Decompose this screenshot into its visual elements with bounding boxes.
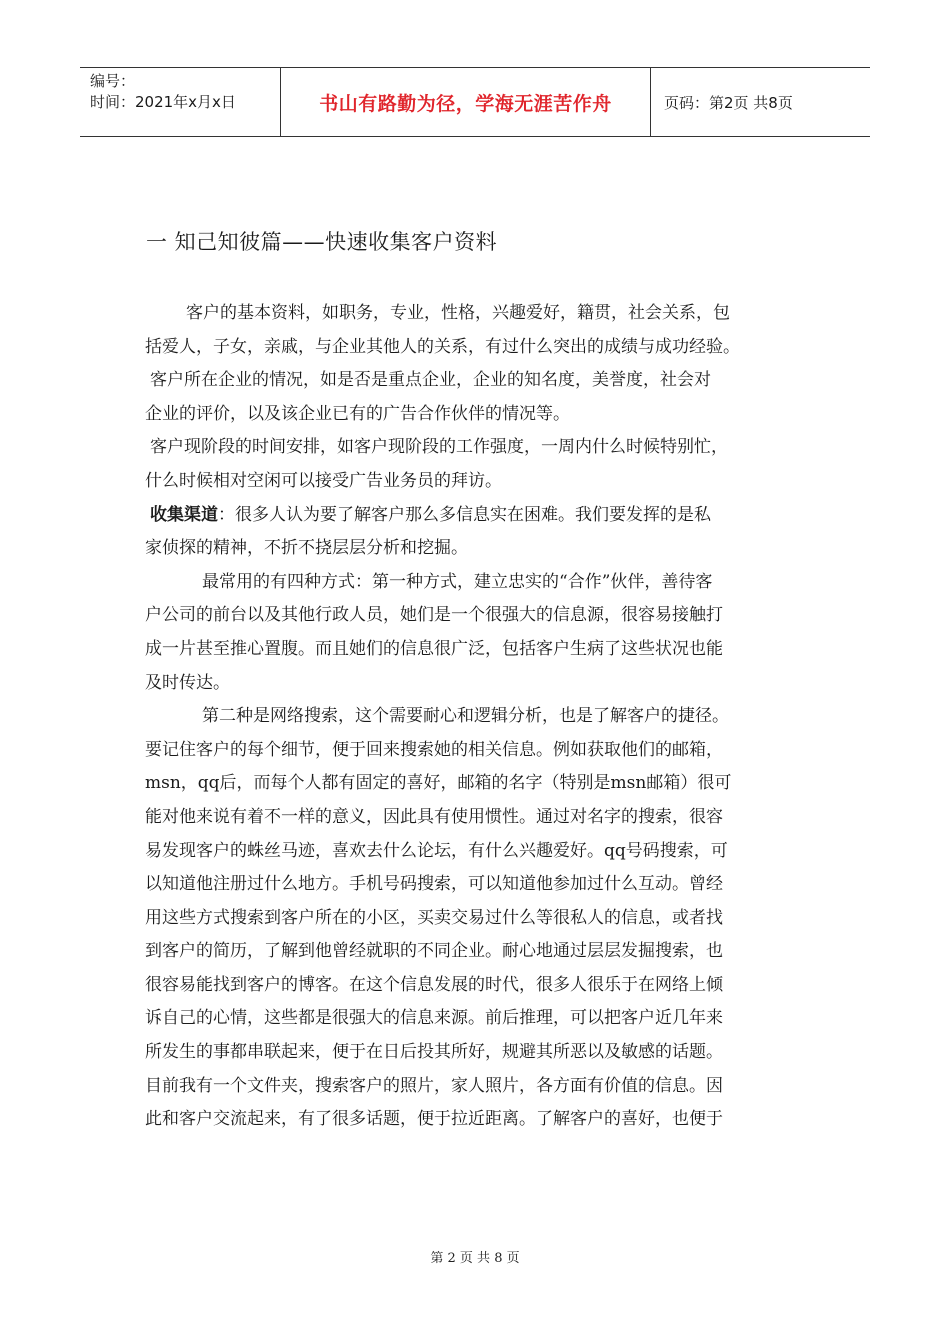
header-page-cell: [651, 68, 870, 136]
page-info: 页码：第2页 共8页: [664, 93, 793, 112]
date-line: 时间：2021年x月x日: [90, 93, 236, 111]
paragraph-line: 所发生的事都串联起来，便于在日后投其所好，规避其所恶以及敏感的话题。: [145, 1042, 723, 1063]
number-label: 编号：: [90, 72, 136, 90]
paragraph-line: 到客户的简历，了解到他曾经就职的不同企业。耐心地通过层层发掘搜索，也: [145, 941, 723, 962]
paragraph-line: 成一片甚至推心置腹。而且她们的信息很广泛，包括客户生病了这些状况也能: [145, 638, 723, 659]
paragraph-line: 及时传达。: [145, 672, 230, 693]
header-table: [80, 67, 870, 137]
paragraph-line: 此和客户交流起来，有了很多话题，便于拉近距离。了解客户的喜好，也便于: [145, 1109, 723, 1130]
paragraph-line: 户公司的前台以及其他行政人员，她们是一个很强大的信息源，很容易接触打: [145, 605, 723, 626]
paragraph-line: 诉自己的心情，这些都是很强大的信息来源。前后推理，可以把客户近几年来: [145, 1008, 723, 1029]
body-text: [145, 297, 813, 1137]
paragraph-line: 企业的评价，以及该企业已有的广告合作伙伴的情况等。: [145, 403, 570, 424]
paragraph-line: 易发现客户的蛛丝马迹，喜欢去什么论坛，有什么兴趣爱好。qq号码搜索，可: [145, 840, 728, 861]
paragraph-line: 能对他来说有着不一样的意义，因此具有使用惯性。通过对名字的搜索，很容: [145, 806, 723, 827]
paragraph-line: 客户所在企业的情况，如是否是重点企业，企业的知名度，美誉度，社会对: [150, 370, 711, 391]
paragraph-line: 用这些方式搜索到客户所在的小区，买卖交易过什么等很私人的信息，或者找: [145, 907, 723, 928]
paragraph-line: 目前我有一个文件夹，搜索客户的照片，家人照片，各方面有价值的信息。因: [145, 1075, 723, 1096]
paragraph-line: 什么时候相对空闲可以接受广告业务员的拜访。: [145, 470, 502, 491]
paragraph-line: msn，qq后，而每个人都有固定的喜好，邮箱的名字（特别是msn邮箱）很可: [145, 773, 732, 794]
line-text: ：很多人认为要了解客户那么多信息实在困难。我们要发挥的是私: [218, 504, 711, 525]
paragraph-line: 括爱人，子女，亲戚，与企业其他人的关系，有过什么突出的成绩与成功经验。: [145, 336, 740, 357]
section-title: 一 知己知彼篇——快速收集客户资料: [146, 230, 498, 254]
paragraph-line: 很容易能找到客户的博客。在这个信息发展的时代，很多人很乐于在网络上倾: [145, 974, 723, 995]
header-meta-cell: [80, 68, 281, 136]
paragraph-line: 以知道他注册过什么地方。手机号码搜索，可以知道他参加过什么互动。曾经: [145, 874, 723, 895]
paragraph-line: 最常用的有四种方式：第一种方式，建立忠实的“合作”伙伴，善待客: [185, 571, 713, 592]
motto: 书山有路勤为径，学海无涯苦作舟: [319, 92, 612, 115]
paragraph-line: 客户现阶段的时间安排，如客户现阶段的工作强度，一周内什么时候特别忙，: [150, 437, 728, 458]
page-footer: 第 2 页 共 8 页: [430, 1251, 520, 1266]
header-motto-cell: [281, 68, 651, 136]
paragraph-line: 第二种是网络搜索，这个需要耐心和逻辑分析，也是了解客户的捷径。: [185, 706, 729, 727]
paragraph-line: 家侦探的精神，不折不挠层层分析和挖掘。: [145, 538, 468, 559]
paragraph-line: 客户的基本资料，如职务，专业，性格，兴趣爱好，籍贯，社会关系，包: [169, 303, 730, 323]
paragraph-line: 要记住客户的每个细节，便于回来搜索她的相关信息。例如获取他们的邮箱，: [145, 739, 723, 760]
paragraph-line: [145, 499, 813, 533]
bold-label: 收集渠道: [150, 504, 218, 525]
